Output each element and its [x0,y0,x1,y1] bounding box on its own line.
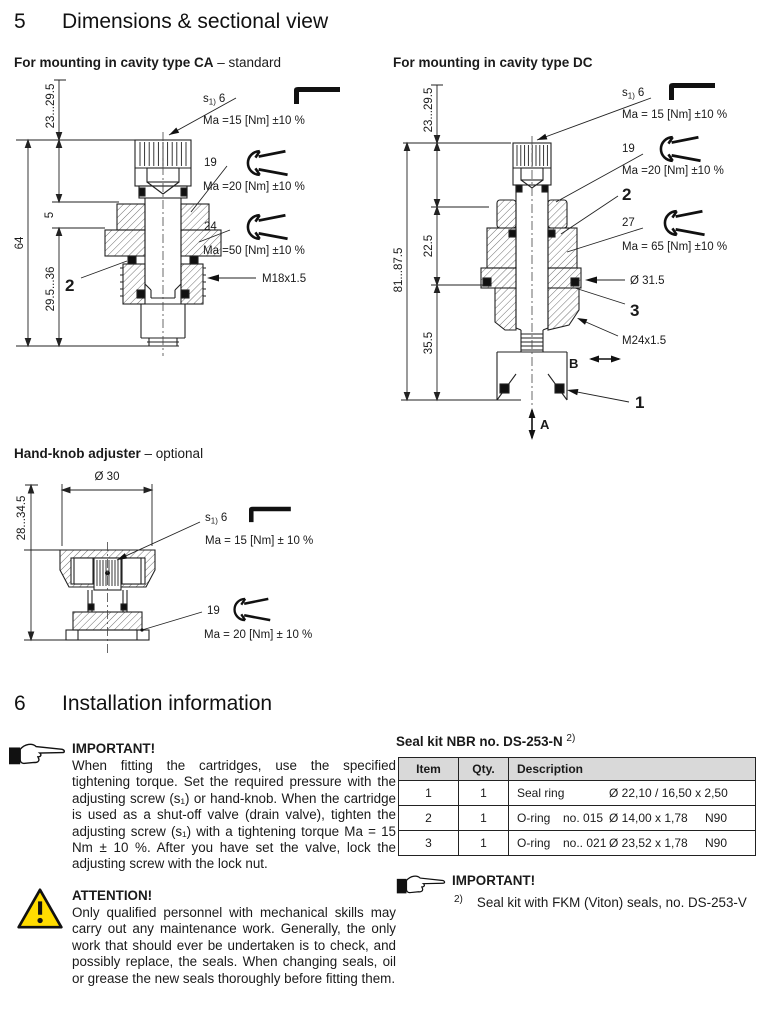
ca-dim-5: 5 [44,211,56,219]
ca-thread-label: M18x1.5 [262,273,307,285]
dc-thread-label: M24x1.5 [622,335,667,347]
dc-port-b-label: B [569,356,579,371]
col-header-description: Description [509,758,756,781]
dc-torque-20: Ma =20 [Nm] ±10 % [622,165,724,177]
attention-label: ATTENTION! [72,888,153,903]
pointing-hand-icon [8,740,68,773]
pointing-hand-icon [396,872,446,902]
wrench-icon [248,151,288,175]
ca-dim-top: 23...29.5 [45,83,57,129]
cell-qty: 1 [459,806,509,831]
table-row [399,831,756,856]
col-header-item: Item [399,758,459,781]
dc-dim-lower: 35.5 [423,331,435,355]
dc-sectional-drawing [393,78,768,446]
cell-description: O-ring no.. 021 Ø 23,52 x 1,78 N90 [509,831,756,856]
cell-qty: 1 [459,831,509,856]
hk-dim-height: 28...34.5 [16,495,28,541]
allen-key-icon [249,507,291,522]
dc-torque-65: Ma = 65 [Nm] ±10 % [622,241,728,253]
section-6-number: 6 [14,692,26,715]
wrench-icon [248,215,288,239]
important-1-label: IMPORTANT! [72,741,156,756]
dc-allen-size-label: $s_{1)}$ 6 [622,87,645,101]
important-2-note: $^{2)}$ Seal kit with FKM (Viton) seals, no. DS-253-V [454,894,747,910]
dc-valve-body [481,136,581,408]
hk-torque-15: Ma = 15 [Nm] ± 10 % [205,535,314,547]
cell-item: 1 [399,781,459,806]
dc-item-3-label: 3 [630,301,640,320]
dc-dim-mid: 22.5 [423,234,435,258]
attention-body: Only qualified personnel with mechanical skills may carry out any maintenance work. Generally, the only work that should ever be undertaken is to check, and possibly replace, the seals. When changing seals, oil or grease the new seals thoroughly before fitting them. [72,905,396,986]
section-5-heading [14,10,328,34]
dc-dim-top: 23...29.5 [423,87,435,133]
allen-key-icon [669,83,715,100]
hk-wrench-19-label: 19 [207,605,220,617]
ca-sectional-drawing [8,72,380,388]
warning-triangle-icon [16,886,64,936]
dc-port-a-label: A [540,417,550,432]
hk-knob-body [60,542,155,656]
hk-dim-diameter: Ø 30 [94,471,120,483]
section-6-heading [14,692,272,716]
ca-dim-lower: 29.5...36 [45,266,57,312]
cell-item: 2 [399,806,459,831]
table-row [399,781,756,806]
sealkit-table [398,757,756,856]
hk-allen-size-label: $s_{1)}$ 6 [205,512,228,526]
ca-item-2-label: 2 [65,276,75,295]
allen-key-icon [294,87,340,104]
dc-diagram-title: For mounting in cavity type DC [393,55,593,70]
wrench-icon [661,137,701,161]
ca-dim-overall: 64 [14,236,26,250]
hk-torque-20: Ma = 20 [Nm] ± 10 % [204,629,313,641]
handknob-drawing [8,460,380,682]
section-6-title: Installation information [62,692,273,715]
ca-wrench-19-label: 19 [204,157,217,169]
ca-torque-15: Ma =15 [Nm] ±10 % [203,115,305,127]
ca-torque-50: Ma =50 [Nm] ±10 % [203,245,305,257]
section-5-number: 5 [14,10,26,33]
handknob-diagram-title: Hand-knob adjuster – optional [14,446,204,461]
cell-qty: 1 [459,781,509,806]
dc-diameter-label: Ø 31.5 [630,275,665,287]
sealkit-title: Seal kit NBR no. DS-253-N $^{2)}$ [396,733,576,749]
dc-dim-overall: 81...87.5 [393,247,405,293]
dc-wrench-19-label: 19 [622,143,635,155]
col-header-qty: Qty. [459,758,509,781]
wrench-icon [235,599,271,620]
dc-item-1-label: 1 [635,393,645,412]
important-1-body: When fitting the cartridges, use the specified tightening torque. Set the required pressure with the adjusting screw (s₁) or hand-knob. When the cartridge is used as a shut-off valve (drain valve), tighten the adjusting screw (s₁) with a tightening torque Ma = 15 Nm ± 10 %. After you have set the valve, lock the adjusting screw with the lock nut. [72,758,396,872]
table-row [399,806,756,831]
table-header-row [399,758,756,781]
cell-description: Seal ring Ø 22,10 / 16,50 x 2,50 [509,781,756,806]
dc-item-2-label: 2 [622,185,632,204]
cell-item: 3 [399,831,459,856]
cell-description: O-ring no. 015 Ø 14,00 x 1,78 N90 [509,806,756,831]
wrench-icon [665,211,705,235]
section-5-title: Dimensions & sectional view [62,10,329,33]
ca-wrench-24-label: 24 [204,221,217,233]
ca-torque-20: Ma =20 [Nm] ±10 % [203,181,305,193]
ca-allen-size-label: $s_{1)}$ 6 [203,93,226,107]
dc-torque-15: Ma = 15 [Nm] ±10 % [622,109,728,121]
dc-wrench-27-label: 27 [622,217,635,229]
ca-diagram-title: For mounting in cavity type CA – standard [14,55,282,70]
important-2-label: IMPORTANT! [452,873,536,888]
